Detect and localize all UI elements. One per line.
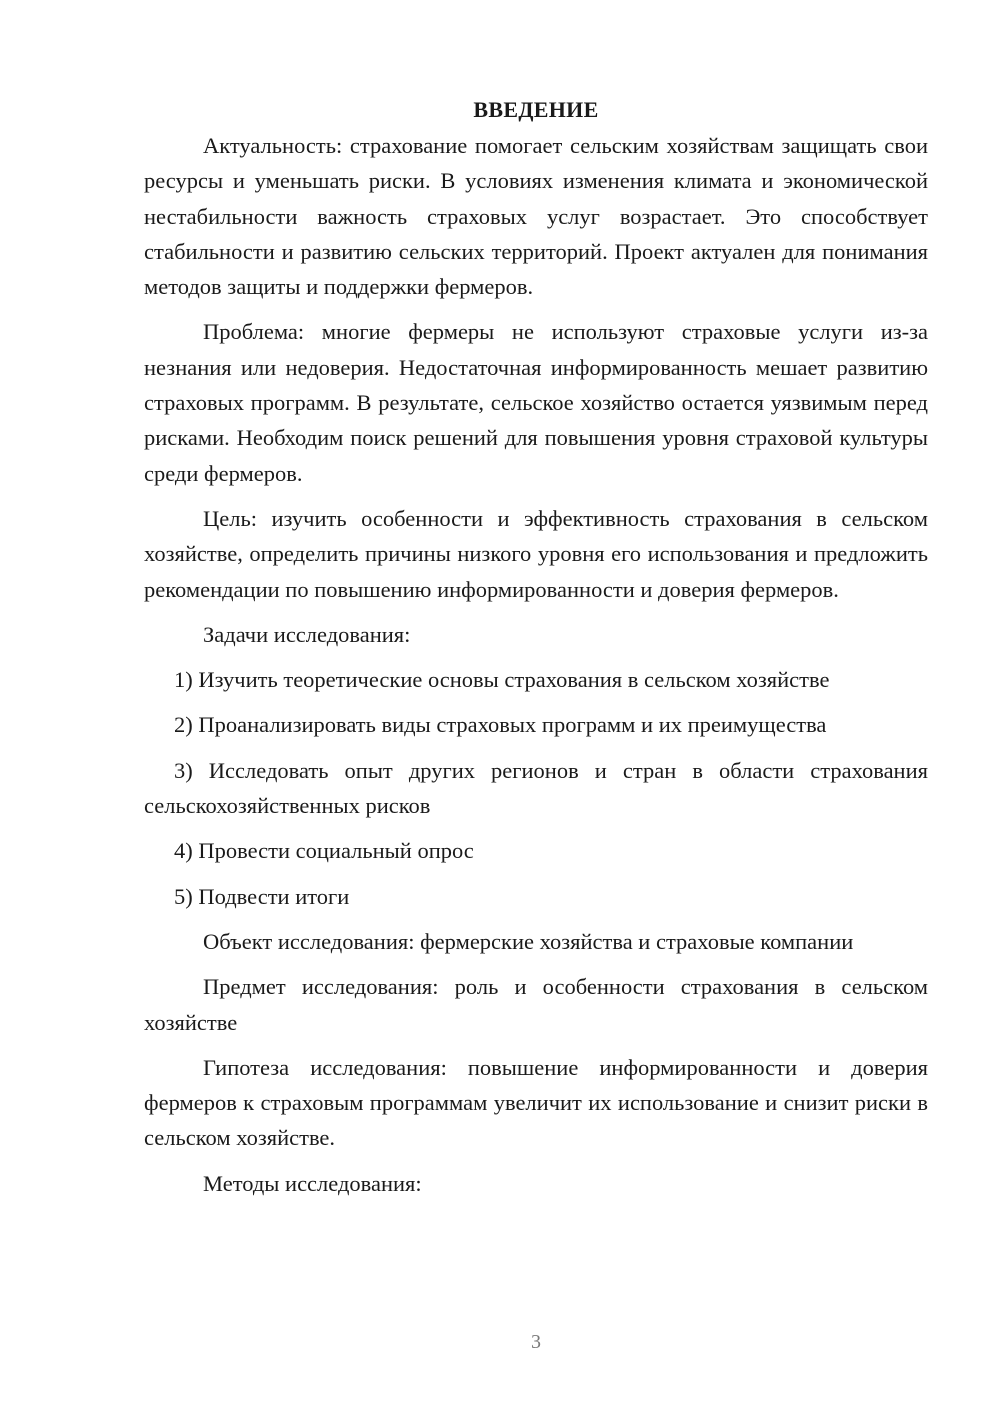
task-item-1: 1) Изучить теоретические основы страхования в сельском хозяйстве	[174, 667, 830, 693]
page-number: 3	[531, 1331, 541, 1353]
task-item-4: 4) Провести социальный опрос	[174, 838, 474, 864]
tasks-title: Задачи исследования:	[203, 621, 411, 647]
methods-title: Методы исследования:	[203, 1170, 422, 1196]
document-page	[144, 92, 928, 1201]
problem-paragraph: Проблема: многие фермеры не используют страховые услуги из-за незнания или недоверия. Недостаточная информированность мешает развитию страховых программ. В результате, сельское хозяйство остается уязвимым перед рисками. Необходим поиск решений для повышения уровня страховой культуры среди фермеров.	[144, 319, 928, 486]
subject-paragraph: Предмет исследования: роль и особенности страхования в сельском хозяйстве	[144, 974, 928, 1035]
object-paragraph: Объект исследования: фермерские хозяйства и страховые компании	[203, 928, 854, 954]
task-item-5: 5) Подвести итоги	[174, 883, 350, 909]
hypothesis-paragraph: Гипотеза исследования: повышение информированности и доверия фермеров к страховым программам увеличит их использование и снизит риски в сельском хозяйстве.	[144, 1054, 928, 1151]
task-item-3: 3) Исследовать опыт других регионов и стран в области страхования сельскохозяйственных рисков	[144, 757, 928, 819]
goal-paragraph: Цель: изучить особенности и эффективность страхования в сельском хозяйстве, определить причины низкого уровня его использования и предложить рекомендации по повышению информированности и доверия фермеров.	[144, 505, 928, 602]
relevance-paragraph: Актуальность: страхование помогает сельским хозяйствам защищать свои ресурсы и уменьшать риски. В условиях изменения климата и экономической нестабильности важность страховых услуг возрастает. Это способствует стабильности и развитию сельских территорий. Проект актуален для понимания методов защиты и поддержки фермеров.	[144, 133, 928, 300]
page-title: ВВЕДЕНИЕ	[473, 97, 599, 122]
task-item-2: 2) Проанализировать виды страховых программ и их преимущества	[174, 712, 827, 738]
